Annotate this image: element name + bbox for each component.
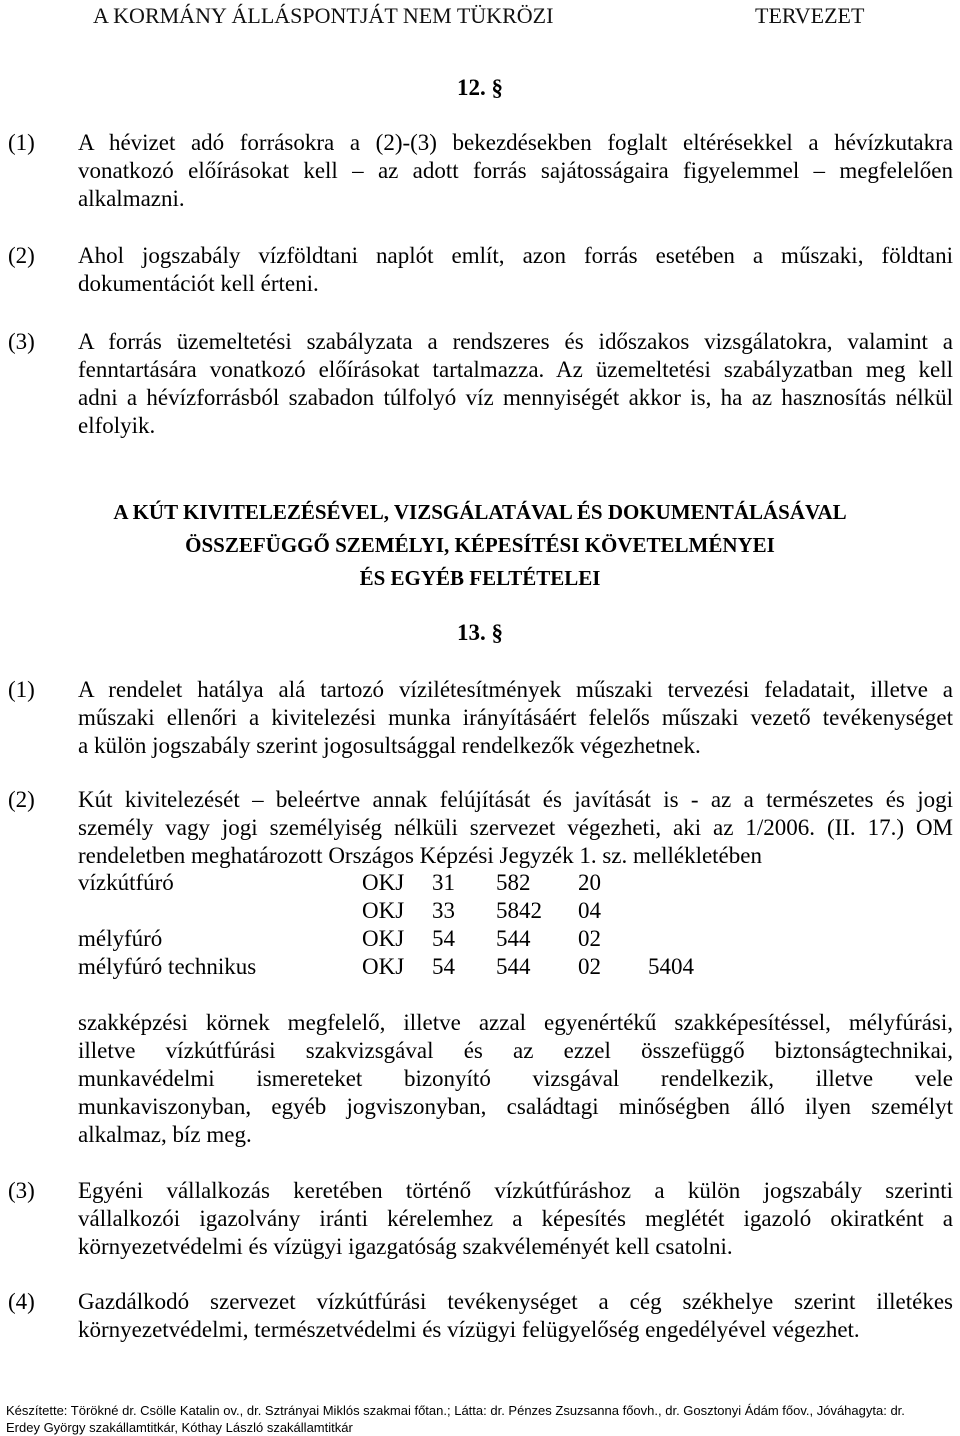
text-line: műszaki ellenőri a kivitelezési munka irányításáért felelős műszaki vezető tevékenységet <box>78 705 953 730</box>
paragraph-number: (2) <box>8 243 35 268</box>
text-line: Kút kivitelezését – beleértve annak felújítását és javítását is - az a természetes és jogi <box>78 787 953 812</box>
text-line: munkaviszonyban, egyéb jogviszonyban, családtagi minőségben álló ilyen személyt <box>78 1094 953 1119</box>
paragraph-number: (1) <box>8 677 35 702</box>
paragraph-text <box>78 328 953 440</box>
table-cell: OKJ <box>362 898 405 923</box>
paragraph-text <box>78 676 953 760</box>
table-cell: 544 <box>496 926 531 951</box>
text-line: Ahol jogszabály vízföldtani naplót említ, azon forrás esetében a műszaki, földtani <box>78 243 953 268</box>
header-draft-label: TERVEZET <box>755 3 865 28</box>
text-line: alkalmaz, bíz meg. <box>78 1122 252 1147</box>
table-cell: mélyfúró <box>78 926 163 951</box>
text-line: rendeletben meghatározott Országos Képzési Jegyzék 1. sz. mellékletében <box>78 843 762 868</box>
paragraph-number: (4) <box>8 1289 35 1314</box>
table-cell: 20 <box>578 870 601 895</box>
text-line: A forrás üzemeltetési szabályzata a rendszeres és időszakos vizsgálatokra, valamint a <box>78 329 953 354</box>
text-line: környezetvédelmi és vízügyi igazgatóság szakvéleményét kell csatolni. <box>78 1234 733 1259</box>
paragraph-text <box>78 1177 953 1261</box>
table-row <box>0 897 960 925</box>
table-cell: 5842 <box>496 898 542 923</box>
table-row <box>0 869 960 897</box>
header-disclaimer: A KORMÁNY ÁLLÁSPONTJÁT NEM TÜKRÖZI <box>93 3 554 28</box>
text-line: adni a hévízforrásból szabadon túlfolyó víz mennyiségét akkor is, ha az hasznosítás nélkül <box>78 385 953 410</box>
text-line: a külön jogszabály szerint jogosultsággal rendelkezők végezhetnek. <box>78 733 701 758</box>
text-line: munkavédelmi ismereteket bizonyító vizsgával rendelkezik, illetve vele <box>78 1066 953 1091</box>
footer-line: Erdey György szakállamtitkár, Kóthay László szakállamtitkár <box>6 1420 353 1435</box>
table-cell: 02 <box>578 954 601 979</box>
section-13-title: 13. § <box>457 620 503 645</box>
table-cell: 31 <box>432 870 455 895</box>
table-cell: vízkútfúró <box>78 870 174 895</box>
table-cell: 04 <box>578 898 601 923</box>
section-12-title: 12. § <box>457 75 503 100</box>
paragraph-text <box>78 786 953 870</box>
paragraph-text <box>78 129 953 213</box>
paragraph-number: (1) <box>8 130 35 155</box>
paragraph-text <box>78 1288 953 1344</box>
table-cell: 5404 <box>648 954 694 979</box>
chapter-heading <box>0 496 960 595</box>
table-cell: 02 <box>578 926 601 951</box>
table-cell: OKJ <box>362 870 405 895</box>
heading-line: ÉS EGYÉB FELTÉTELEI <box>359 566 601 590</box>
heading-line: ÖSSZEFÜGGŐ SZEMÉLYI, KÉPESÍTÉSI KÖVETELMÉNYEI <box>185 533 775 557</box>
text-line: vonatkozó előírásokat kell – az adott forrás sajátosságaira figyelemmel – megfelelően <box>78 158 953 183</box>
paragraph-number: (3) <box>8 1178 35 1203</box>
table-cell: mélyfúró technikus <box>78 954 257 979</box>
table-cell: OKJ <box>362 926 405 951</box>
qualification-table <box>0 869 960 981</box>
footer-credits <box>6 1402 956 1436</box>
table-cell: 54 <box>432 954 455 979</box>
text-line: személy vagy jogi személyiség nélküli szervezet végezheti, aki az 1/2006. (II. 17.) OM <box>78 815 953 840</box>
text-line: alkalmazni. <box>78 186 185 211</box>
text-line: környezetvédelmi, természetvédelmi és vízügyi felügyelőség engedélyével végezhet. <box>78 1317 860 1342</box>
table-cell: 544 <box>496 954 531 979</box>
paragraph-number: (2) <box>8 787 35 812</box>
table-row <box>0 953 960 981</box>
footer-line: Készítette: Törökné dr. Csölle Katalin ov., dr. Sztrányai Miklós szakmai főtan.; Látta: dr. Pénzes Zsuzsanna főovh., dr. Gosztonyi Ádám főov., Jóváhagyta: dr. <box>6 1403 905 1418</box>
text-line: vállalkozói igazolvány iránti kérelemhez a képesítés meglétét igazoló okiratként a <box>78 1206 953 1231</box>
table-row <box>0 925 960 953</box>
text-line: fenntartására vonatkozó előírásokat tartalmazza. Az üzemeltetési szabályzatban meg kell <box>78 357 953 382</box>
text-line: szakképzési körnek megfelelő, illetve azzal egyenértékű szakképesítéssel, mélyfúrási, <box>78 1010 953 1035</box>
paragraph-number: (3) <box>8 329 35 354</box>
table-cell: 33 <box>432 898 455 923</box>
table-cell: 54 <box>432 926 455 951</box>
text-line: elfolyik. <box>78 413 156 438</box>
text-line: A rendelet hatálya alá tartozó vízilétesítmények műszaki tervezési feladatait, illetve a <box>78 677 953 702</box>
heading-line: A KÚT KIVITELEZÉSÉVEL, VIZSGÁLATÁVAL ÉS DOKUMENTÁLÁSÁVAL <box>113 500 847 524</box>
paragraph-text <box>78 1009 953 1149</box>
table-cell: OKJ <box>362 954 405 979</box>
paragraph-text <box>78 242 953 298</box>
text-line: Egyéni vállalkozás keretében történő vízkútfúráshoz a külön jogszabály szerinti <box>78 1178 953 1203</box>
text-line: Gazdálkodó szervezet vízkútfúrási tevékenységet a cég székhelye szerint illetékes <box>78 1289 953 1314</box>
text-line: dokumentációt kell érteni. <box>78 271 319 296</box>
text-line: illetve vízkútfúrási szakvizsgával és az ezzel összefüggő biztonságtechnikai, <box>78 1038 953 1063</box>
text-line: A hévizet adó forrásokra a (2)-(3) bekezdésekben foglalt eltérésekkel a hévízkutakra <box>78 130 953 155</box>
table-cell: 582 <box>496 870 531 895</box>
